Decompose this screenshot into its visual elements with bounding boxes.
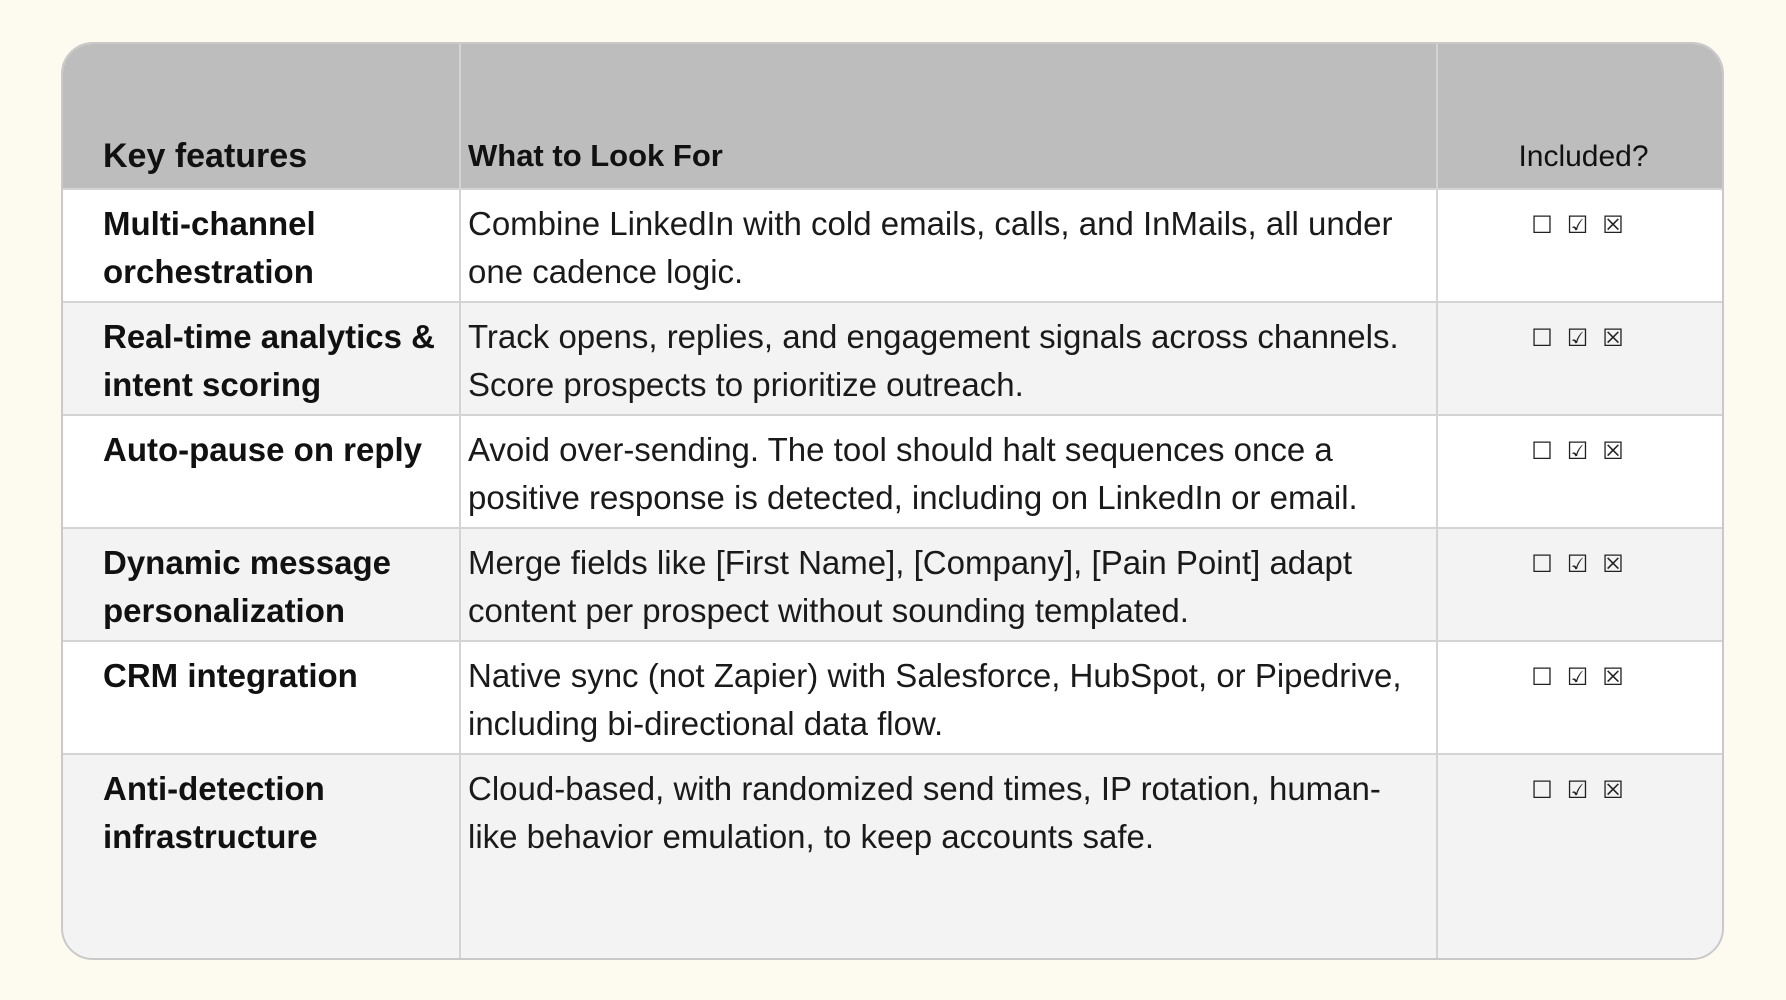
table-row	[63, 528, 1722, 641]
checked-box-icon[interactable]: ☑	[1566, 551, 1595, 578]
included-options	[1437, 302, 1722, 415]
feature-description: Merge fields like [First Name], [Company], [Pain Point] adapt content per prospect without sounding templated.	[460, 528, 1437, 641]
empty-box-icon[interactable]: ☐	[1531, 325, 1559, 352]
table-row	[63, 189, 1722, 302]
empty-box-icon[interactable]: ☐	[1531, 438, 1559, 465]
feature-name: Auto-pause on reply	[63, 415, 460, 528]
table-row	[63, 754, 1722, 958]
feature-name: Dynamic message personalization	[63, 528, 460, 641]
table-row	[63, 302, 1722, 415]
empty-box-icon[interactable]: ☐	[1531, 777, 1559, 804]
feature-name: Multi-channel orchestration	[63, 189, 460, 302]
included-options	[1437, 189, 1722, 302]
feature-description: Avoid over-sending. The tool should halt sequences once a positive response is detected, including on LinkedIn or email.	[460, 415, 1437, 528]
included-options	[1437, 528, 1722, 641]
checked-box-icon[interactable]: ☑	[1566, 325, 1595, 352]
crossed-box-icon[interactable]: ☒	[1602, 325, 1630, 352]
crossed-box-icon[interactable]: ☒	[1602, 551, 1630, 578]
checked-box-icon[interactable]: ☑	[1566, 777, 1595, 804]
empty-box-icon[interactable]: ☐	[1531, 212, 1559, 239]
checked-box-icon[interactable]: ☑	[1566, 664, 1595, 691]
feature-name: Anti-detection infrastructure	[63, 754, 460, 958]
crossed-box-icon[interactable]: ☒	[1602, 664, 1630, 691]
feature-name: CRM integration	[63, 641, 460, 754]
checked-box-icon[interactable]: ☑	[1566, 438, 1595, 465]
feature-description: Native sync (not Zapier) with Salesforce, HubSpot, or Pipedrive, including bi-directional data flow.	[460, 641, 1437, 754]
header-key-features: Key features	[63, 44, 460, 189]
feature-description: Combine LinkedIn with cold emails, calls, and InMails, all under one cadence logic.	[460, 189, 1437, 302]
feature-description: Cloud-based, with randomized send times, IP rotation, human-like behavior emulation, to keep accounts safe.	[460, 754, 1437, 958]
header-what-to-look-for: What to Look For	[460, 44, 1437, 189]
header-included: Included?	[1437, 44, 1722, 189]
checked-box-icon[interactable]: ☑	[1566, 212, 1595, 239]
table-row	[63, 641, 1722, 754]
feature-checklist-table	[63, 44, 1722, 958]
included-options	[1437, 415, 1722, 528]
empty-box-icon[interactable]: ☐	[1531, 551, 1559, 578]
included-options	[1437, 641, 1722, 754]
feature-name: Real-time analytics & intent scoring	[63, 302, 460, 415]
crossed-box-icon[interactable]: ☒	[1602, 438, 1630, 465]
header-row	[63, 44, 1722, 189]
included-options	[1437, 754, 1722, 958]
empty-box-icon[interactable]: ☐	[1531, 664, 1559, 691]
crossed-box-icon[interactable]: ☒	[1602, 777, 1630, 804]
table-row	[63, 415, 1722, 528]
crossed-box-icon[interactable]: ☒	[1602, 212, 1630, 239]
feature-description: Track opens, replies, and engagement signals across channels. Score prospects to prioritize outreach.	[460, 302, 1437, 415]
feature-checklist-card	[61, 42, 1724, 960]
